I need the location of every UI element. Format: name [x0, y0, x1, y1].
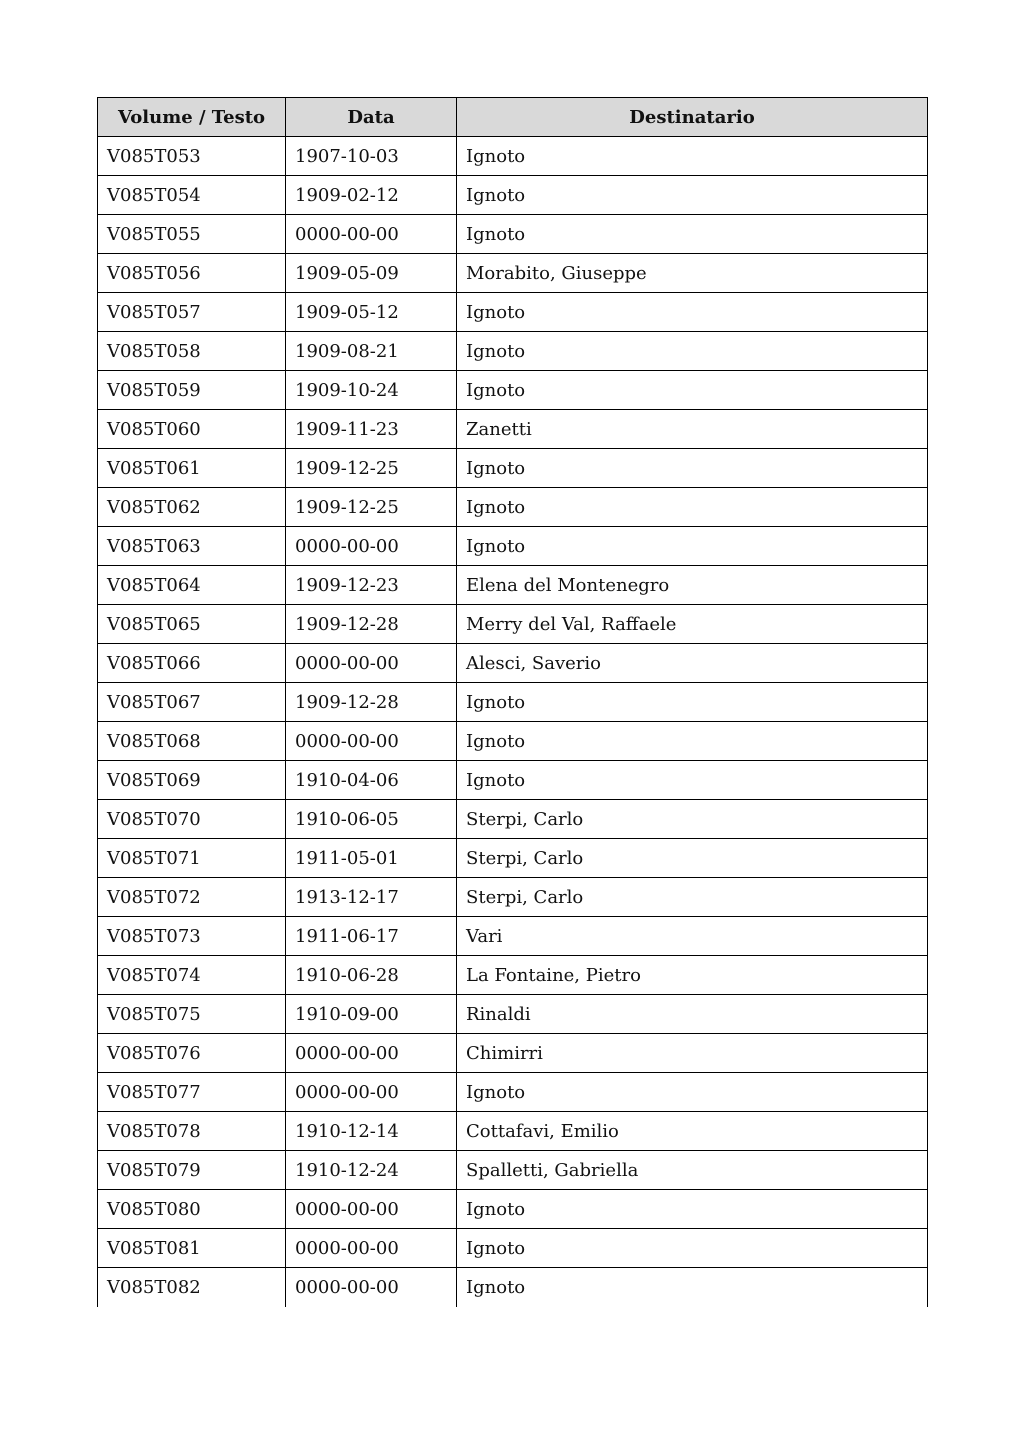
table-header: [98, 98, 928, 137]
cell-volume-testo: V085T082: [98, 1268, 286, 1307]
cell-destinatario: Ignoto: [457, 449, 928, 488]
table-row: [98, 215, 928, 254]
cell-destinatario: Zanetti: [457, 410, 928, 449]
table-row: [98, 488, 928, 527]
document-page: [97, 97, 927, 1307]
table-row: [98, 917, 928, 956]
table-row: [98, 800, 928, 839]
table-row: [98, 176, 928, 215]
cell-data: 1910-12-14: [286, 1112, 457, 1151]
cell-volume-testo: V085T072: [98, 878, 286, 917]
cell-destinatario: Merry del Val, Raffaele: [457, 605, 928, 644]
column-header-volume-testo: Volume / Testo: [98, 98, 286, 137]
table-row: [98, 1034, 928, 1073]
cell-data: 1909-12-25: [286, 449, 457, 488]
cell-destinatario: Ignoto: [457, 488, 928, 527]
cell-destinatario: Ignoto: [457, 1073, 928, 1112]
cell-volume-testo: V085T055: [98, 215, 286, 254]
cell-destinatario: Rinaldi: [457, 995, 928, 1034]
table-row: [98, 293, 928, 332]
cell-data: 1911-05-01: [286, 839, 457, 878]
cell-data: 0000-00-00: [286, 644, 457, 683]
cell-data: 0000-00-00: [286, 215, 457, 254]
cell-destinatario: Ignoto: [457, 761, 928, 800]
cell-destinatario: Sterpi, Carlo: [457, 800, 928, 839]
cell-data: 1909-05-09: [286, 254, 457, 293]
cell-volume-testo: V085T062: [98, 488, 286, 527]
cell-volume-testo: V085T063: [98, 527, 286, 566]
table-row: [98, 995, 928, 1034]
table-row: [98, 137, 928, 176]
cell-volume-testo: V085T071: [98, 839, 286, 878]
table-row: [98, 683, 928, 722]
cell-data: 1910-04-06: [286, 761, 457, 800]
cell-data: 1909-05-12: [286, 293, 457, 332]
cell-data: 1909-02-12: [286, 176, 457, 215]
cell-data: 0000-00-00: [286, 527, 457, 566]
cell-data: 0000-00-00: [286, 1073, 457, 1112]
cell-volume-testo: V085T058: [98, 332, 286, 371]
cell-volume-testo: V085T079: [98, 1151, 286, 1190]
cell-data: 1910-06-05: [286, 800, 457, 839]
cell-volume-testo: V085T066: [98, 644, 286, 683]
table-row: [98, 1268, 928, 1307]
cell-volume-testo: V085T064: [98, 566, 286, 605]
cell-destinatario: Sterpi, Carlo: [457, 878, 928, 917]
cell-volume-testo: V085T077: [98, 1073, 286, 1112]
cell-data: 0000-00-00: [286, 1190, 457, 1229]
cell-volume-testo: V085T054: [98, 176, 286, 215]
cell-volume-testo: V085T059: [98, 371, 286, 410]
cell-volume-testo: V085T057: [98, 293, 286, 332]
cell-destinatario: Ignoto: [457, 137, 928, 176]
cell-destinatario: Alesci, Saverio: [457, 644, 928, 683]
cell-data: 1909-10-24: [286, 371, 457, 410]
cell-volume-testo: V085T056: [98, 254, 286, 293]
cell-destinatario: Ignoto: [457, 332, 928, 371]
cell-data: 1910-06-28: [286, 956, 457, 995]
letters-table: [97, 97, 928, 1307]
cell-destinatario: Ignoto: [457, 683, 928, 722]
cell-data: 1909-12-28: [286, 605, 457, 644]
cell-data: 1909-12-25: [286, 488, 457, 527]
table-row: [98, 371, 928, 410]
cell-volume-testo: V085T076: [98, 1034, 286, 1073]
cell-destinatario: Elena del Montenegro: [457, 566, 928, 605]
cell-destinatario: Ignoto: [457, 293, 928, 332]
cell-destinatario: La Fontaine, Pietro: [457, 956, 928, 995]
table-row: [98, 605, 928, 644]
table-row: [98, 1229, 928, 1268]
cell-data: 0000-00-00: [286, 1034, 457, 1073]
cell-destinatario: Ignoto: [457, 176, 928, 215]
table-row: [98, 410, 928, 449]
cell-data: 0000-00-00: [286, 1268, 457, 1307]
column-header-destinatario: Destinatario: [457, 98, 928, 137]
cell-data: 1909-08-21: [286, 332, 457, 371]
cell-destinatario: Morabito, Giuseppe: [457, 254, 928, 293]
table-row: [98, 1190, 928, 1229]
cell-destinatario: Cottafavi, Emilio: [457, 1112, 928, 1151]
cell-data: 1913-12-17: [286, 878, 457, 917]
table-row: [98, 839, 928, 878]
cell-volume-testo: V085T069: [98, 761, 286, 800]
table-row: [98, 761, 928, 800]
table-row: [98, 1151, 928, 1190]
cell-volume-testo: V085T075: [98, 995, 286, 1034]
cell-destinatario: Ignoto: [457, 371, 928, 410]
cell-destinatario: Sterpi, Carlo: [457, 839, 928, 878]
cell-data: 0000-00-00: [286, 1229, 457, 1268]
cell-data: 1909-12-23: [286, 566, 457, 605]
table-row: [98, 449, 928, 488]
cell-destinatario: Ignoto: [457, 527, 928, 566]
cell-volume-testo: V085T081: [98, 1229, 286, 1268]
table-row: [98, 644, 928, 683]
table-row: [98, 722, 928, 761]
table-row: [98, 254, 928, 293]
cell-volume-testo: V085T067: [98, 683, 286, 722]
table-row: [98, 332, 928, 371]
column-header-data: Data: [286, 98, 457, 137]
table-row: [98, 527, 928, 566]
cell-volume-testo: V085T074: [98, 956, 286, 995]
cell-data: 1910-09-00: [286, 995, 457, 1034]
cell-data: 1910-12-24: [286, 1151, 457, 1190]
cell-data: 1907-10-03: [286, 137, 457, 176]
cell-volume-testo: V085T070: [98, 800, 286, 839]
cell-destinatario: Ignoto: [457, 1268, 928, 1307]
table-row: [98, 1112, 928, 1151]
cell-data: 1909-12-28: [286, 683, 457, 722]
table-row: [98, 878, 928, 917]
cell-destinatario: Ignoto: [457, 215, 928, 254]
table-body: [98, 137, 928, 1307]
cell-destinatario: Ignoto: [457, 1190, 928, 1229]
cell-destinatario: Ignoto: [457, 722, 928, 761]
cell-volume-testo: V085T073: [98, 917, 286, 956]
table-row: [98, 956, 928, 995]
cell-volume-testo: V085T065: [98, 605, 286, 644]
cell-data: 1911-06-17: [286, 917, 457, 956]
cell-destinatario: Vari: [457, 917, 928, 956]
header-row: [98, 98, 928, 137]
cell-destinatario: Chimirri: [457, 1034, 928, 1073]
table-row: [98, 566, 928, 605]
cell-volume-testo: V085T060: [98, 410, 286, 449]
cell-volume-testo: V085T080: [98, 1190, 286, 1229]
cell-volume-testo: V085T061: [98, 449, 286, 488]
table-row: [98, 1073, 928, 1112]
cell-volume-testo: V085T068: [98, 722, 286, 761]
cell-volume-testo: V085T078: [98, 1112, 286, 1151]
cell-destinatario: Spalletti, Gabriella: [457, 1151, 928, 1190]
cell-destinatario: Ignoto: [457, 1229, 928, 1268]
cell-data: 1909-11-23: [286, 410, 457, 449]
cell-volume-testo: V085T053: [98, 137, 286, 176]
cell-data: 0000-00-00: [286, 722, 457, 761]
